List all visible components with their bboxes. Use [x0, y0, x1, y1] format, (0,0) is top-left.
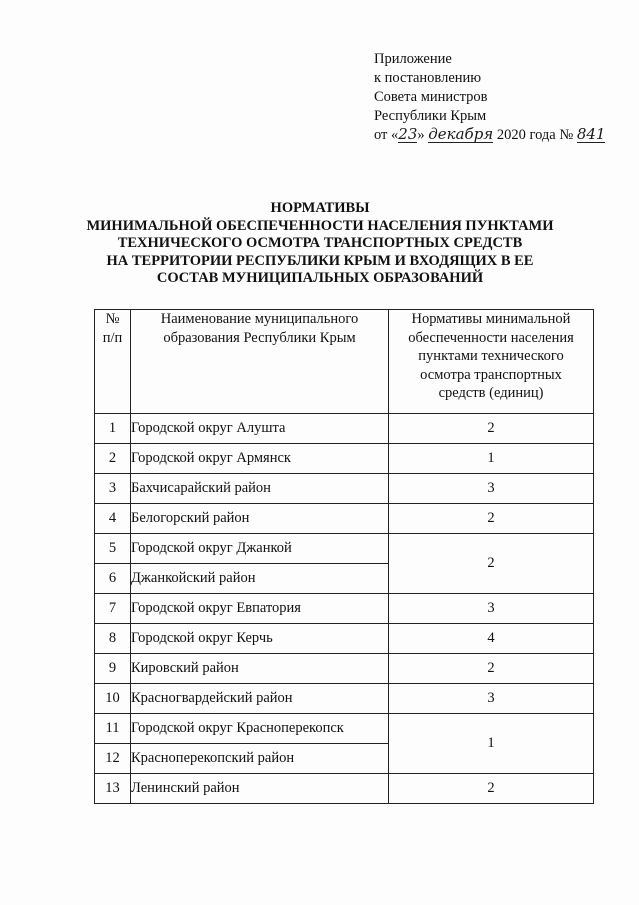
handwritten-month: декабря: [428, 125, 494, 143]
row-number: 9: [95, 654, 131, 684]
row-municipality: Городской округ Евпатория: [131, 594, 389, 624]
header-text: №: [105, 311, 120, 327]
title-line: МИНИМАЛЬНОЙ ОБЕСПЕЧЕННОСТИ НАСЕЛЕНИЯ ПУНКТАМИ: [86, 217, 554, 234]
title-line: ТЕХНИЧЕСКОГО ОСМОТРА ТРАНСПОРТНЫХ СРЕДСТВ: [117, 235, 523, 251]
row-norm: 3: [389, 474, 594, 504]
row-number: 11: [95, 714, 131, 744]
table-row: [95, 684, 594, 714]
table-row: [95, 444, 594, 474]
table-row: [95, 414, 594, 444]
appendix-line: к постановлению: [374, 70, 482, 86]
title-line: НОРМАТИВЫ: [270, 200, 370, 216]
document-title: [60, 200, 580, 288]
header-text: Нормативы минимальной: [411, 311, 571, 327]
title-line: НА ТЕРРИТОРИИ РЕСПУБЛИКИ КРЫМ И ВХОДЯЩИХ В ЕЕ: [106, 252, 534, 269]
header-number: [95, 310, 131, 414]
table-row: [95, 624, 594, 654]
row-norm: 1: [389, 444, 594, 474]
row-number: 4: [95, 504, 131, 534]
row-municipality: Кировский район: [131, 654, 389, 684]
row-municipality: Городской округ Керчь: [131, 624, 389, 654]
date-prefix: от «: [374, 127, 399, 143]
header-text: Наименование муниципального: [160, 311, 359, 327]
row-number: 3: [95, 474, 131, 504]
row-norm: 2: [389, 774, 594, 804]
header-text: п/п: [102, 329, 123, 346]
row-number: 12: [95, 744, 131, 774]
appendix-line: Совета министров: [374, 89, 488, 105]
table-row: [95, 654, 594, 684]
table-header-row: [95, 310, 594, 414]
norms-table: [94, 309, 594, 804]
row-municipality: Джанкойский район: [131, 564, 389, 594]
row-municipality: Красноперекопский район: [131, 744, 389, 774]
row-number: 6: [95, 564, 131, 594]
row-municipality: Городской округ Красноперекопск: [131, 714, 389, 744]
row-number: 2: [95, 444, 131, 474]
row-municipality: Городской округ Алушта: [131, 414, 389, 444]
row-municipality: Городской округ Армянск: [131, 444, 389, 474]
header-text: образования Республики Крым: [163, 329, 356, 346]
table-row: [95, 474, 594, 504]
header-text: осмотра транспортных: [420, 366, 562, 383]
row-municipality: Белогорский район: [131, 504, 389, 534]
row-norm-merged: 1: [389, 714, 594, 774]
handwritten-number: 841: [576, 125, 606, 143]
date-year-text: 2020 года №: [496, 127, 574, 143]
row-number: 13: [95, 774, 131, 804]
handwritten-day: 23: [398, 125, 418, 143]
table-row: [95, 594, 594, 624]
table-row: [95, 774, 594, 804]
table-row: [95, 504, 594, 534]
appendix-line: Приложение: [374, 51, 452, 67]
header-text: средств (единиц): [438, 385, 544, 401]
row-norm: 2: [389, 414, 594, 444]
header-norm: [389, 310, 594, 414]
appendix-line: Республики Крым: [374, 108, 487, 124]
title-line: СОСТАВ МУНИЦИПАЛЬНЫХ ОБРАЗОВАНИЙ: [156, 270, 484, 286]
row-number: 8: [95, 624, 131, 654]
row-norm: 2: [389, 504, 594, 534]
appendix-date-line: [374, 126, 605, 145]
header-text: обеспеченности населения: [408, 329, 574, 346]
row-number: 7: [95, 594, 131, 624]
row-norm: 3: [389, 684, 594, 714]
row-norm: 4: [389, 624, 594, 654]
header-text: пунктами технического: [418, 348, 564, 364]
row-norm: 2: [389, 654, 594, 684]
table-row: [95, 714, 594, 744]
row-norm: 3: [389, 594, 594, 624]
row-municipality: Красногвардейский район: [131, 684, 389, 714]
appendix-block: [374, 50, 605, 145]
row-municipality: Бахчисарайский район: [131, 474, 389, 504]
row-municipality: Ленинский район: [131, 774, 389, 804]
date-mid: »: [417, 127, 425, 143]
row-number: 10: [95, 684, 131, 714]
row-number: 5: [95, 534, 131, 564]
table-row: [95, 534, 594, 564]
row-norm-merged: 2: [389, 534, 594, 594]
header-name: [131, 310, 389, 414]
row-number: 1: [95, 414, 131, 444]
row-municipality: Городской округ Джанкой: [131, 534, 389, 564]
